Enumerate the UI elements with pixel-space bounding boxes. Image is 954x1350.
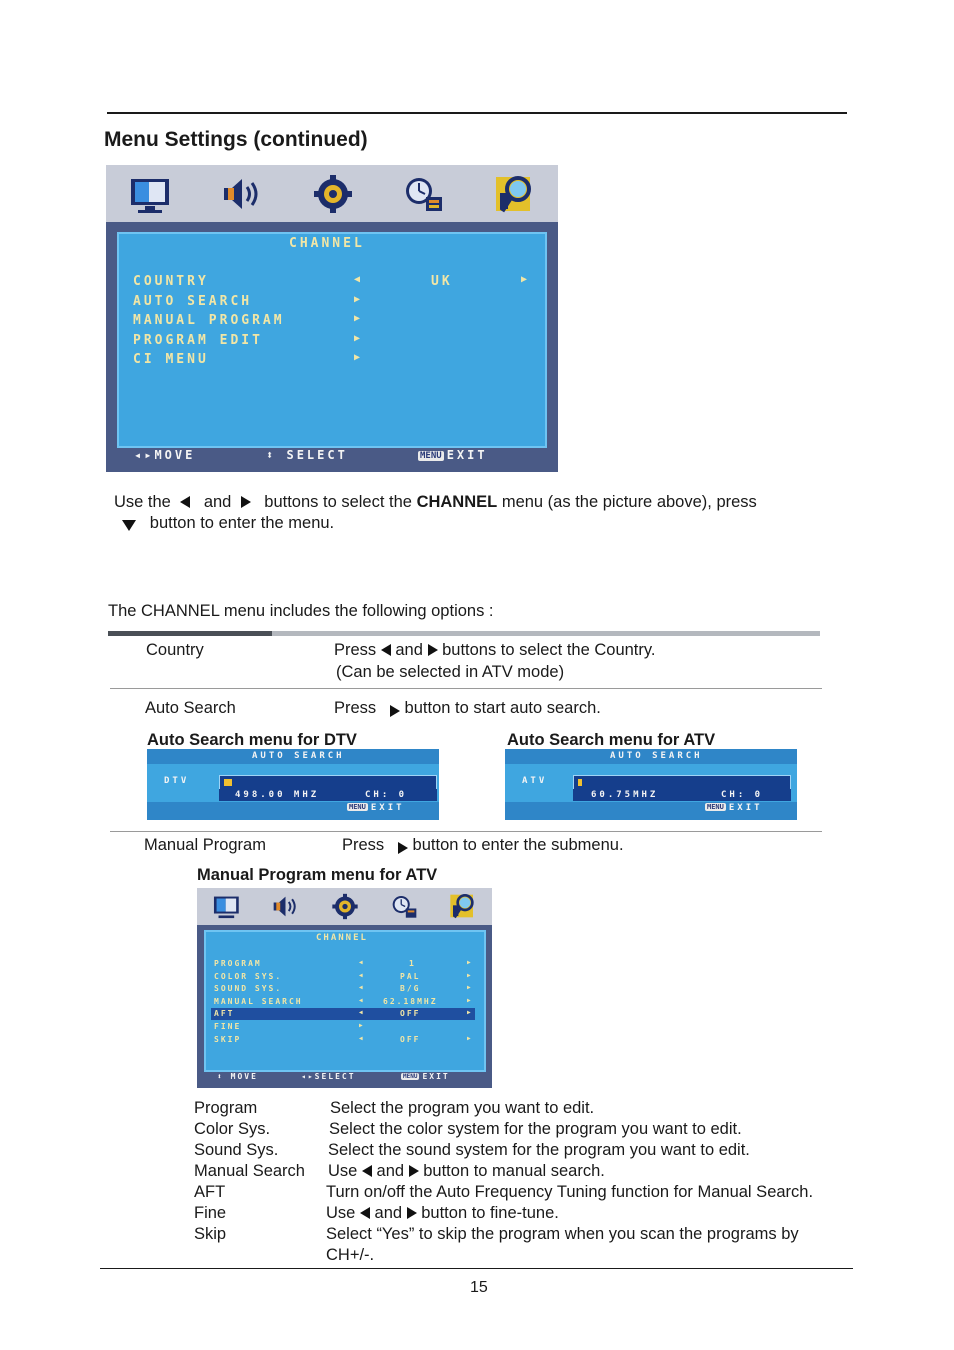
osd-menu-value: 1: [409, 959, 416, 968]
osd-left-arrow-icon: ◀: [359, 996, 366, 1004]
osd-footer-select: ◂▸SELECT: [301, 1072, 356, 1081]
right-arrow-icon: [241, 496, 251, 508]
atv-osd-ch: CH: 0: [721, 790, 764, 800]
bottom-rule: [100, 1268, 853, 1269]
osd-left-arrow-icon: ◀: [354, 274, 364, 285]
row-auto-search-name: Auto Search: [145, 699, 236, 717]
osd-right-arrow-icon: ▶: [467, 959, 474, 966]
right-arrow-icon: [409, 1165, 419, 1177]
osd-menu-item[interactable]: AUTO SEARCH: [133, 293, 253, 309]
definition-term: Program: [194, 1099, 258, 1117]
dtv-osd-mode: DTV: [164, 776, 190, 786]
row-manual-program-desc: Press button to enter the submenu.: [342, 836, 624, 854]
osd-footer-move: ⬍ MOVE: [217, 1072, 258, 1081]
definition-term: Sound Sys.: [194, 1141, 279, 1159]
osd-footer-select: ⬍ SELECT: [266, 448, 348, 462]
osd-right-arrow-icon: ▶: [467, 984, 474, 992]
osd-menu-item[interactable]: AFT: [214, 1009, 235, 1019]
intro-line-1: Use the and buttons to select the CHANNEL menu (as the picture above), press: [114, 493, 757, 511]
sound-icon: [271, 894, 300, 919]
intro-line-2: button to enter the menu.: [122, 513, 334, 533]
osd-menu-item[interactable]: SOUND SYS.: [214, 984, 283, 994]
definition-desc-cont: CH+/-.: [326, 1246, 375, 1264]
osd-menu-value: UK: [431, 274, 453, 289]
clock-icon: [402, 175, 446, 213]
right-arrow-icon: [428, 644, 438, 656]
osd-right-arrow-icon: ▶: [467, 971, 474, 979]
atv-auto-search-screenshot: [505, 749, 797, 820]
osd-menu-item[interactable]: CI MENU: [133, 352, 209, 367]
channel-menu-screenshot: [106, 165, 558, 472]
manual-program-screenshot: [197, 888, 492, 1088]
definition-desc: Use and button to fine-tune.: [326, 1204, 559, 1222]
clock-icon: [390, 894, 419, 919]
osd-menu-value: 62.18MHZ: [383, 996, 438, 1006]
osd-right-arrow-icon: ▶: [467, 1034, 474, 1042]
dtv-progress-track: [219, 775, 437, 790]
left-arrow-icon: [362, 1165, 372, 1177]
osd-menu-item[interactable]: SKIP: [214, 1034, 242, 1044]
osd-right-arrow-icon: ▶: [354, 352, 364, 363]
picture-icon: [128, 177, 174, 213]
atv-osd-mode: ATV: [522, 776, 548, 786]
osd-footer-exit: MENU EXIT: [420, 448, 488, 462]
down-arrow-icon: [122, 520, 136, 531]
sound-icon: [220, 175, 264, 213]
definition-term: AFT: [194, 1183, 226, 1201]
atv-osd-freq: 60.75MHZ: [591, 790, 659, 800]
osd-title: CHANNEL: [316, 933, 368, 943]
osd-menu-item[interactable]: COLOR SYS.: [214, 971, 283, 981]
right-arrow-icon: [407, 1207, 417, 1219]
atv-progress-fill: [578, 779, 582, 786]
osd-menu-value: PAL: [400, 971, 421, 981]
table-divider: [110, 831, 822, 832]
gear-icon: [312, 174, 354, 214]
dtv-osd-exit: MENU EXIT: [349, 803, 405, 813]
osd-title: CHANNEL: [289, 236, 365, 251]
osd-menu-item[interactable]: PROGRAM EDIT: [133, 332, 263, 348]
definition-term: Color Sys.: [194, 1120, 271, 1138]
osd-menu-item[interactable]: FINE: [214, 1022, 242, 1031]
channel-search-icon: [494, 173, 536, 215]
definition-desc: Select “Yes” to skip the program when you scan the programs by: [326, 1225, 799, 1243]
definition-term: Fine: [194, 1204, 227, 1222]
right-arrow-icon: [390, 705, 400, 717]
left-arrow-icon: [360, 1207, 370, 1219]
atv-label: Auto Search menu for ATV: [507, 731, 716, 749]
osd-right-arrow-icon: ▶: [521, 274, 531, 285]
osd-menu-value: OFF: [400, 1034, 421, 1044]
osd-left-arrow-icon: ◀: [359, 959, 366, 966]
definition-desc: Select the color system for the program you want to edit.: [329, 1120, 742, 1138]
atv-progress-track: [573, 775, 791, 790]
osd-menu-item[interactable]: MANUAL SEARCH: [214, 996, 303, 1006]
page-number: 15: [470, 1279, 488, 1296]
osd-right-arrow-icon: ▶: [467, 1009, 474, 1017]
osd-footer-exit: MENU EXIT: [403, 1072, 450, 1081]
table-divider: [110, 688, 822, 689]
manual-program-label: Manual Program menu for ATV: [197, 866, 438, 884]
osd-footer-move: ◂▸MOVE: [134, 448, 196, 462]
definition-desc: Use and button to manual search.: [328, 1162, 605, 1180]
osd-left-arrow-icon: ◀: [359, 1009, 366, 1017]
row-country-name: Country: [146, 641, 204, 659]
osd-left-arrow-icon: ◀: [359, 1034, 366, 1042]
dtv-label: Auto Search menu for DTV: [147, 731, 357, 749]
right-arrow-icon: [398, 842, 408, 854]
atv-osd-title: AUTO SEARCH: [610, 751, 703, 761]
definition-desc: Turn on/off the Auto Frequency Tuning function for Manual Search.: [326, 1183, 814, 1201]
osd-left-arrow-icon: ◀: [359, 984, 366, 992]
osd-menu-item[interactable]: COUNTRY: [133, 274, 209, 289]
gear-icon: [331, 893, 359, 920]
osd-left-arrow-icon: ◀: [359, 971, 366, 979]
osd-right-arrow-icon: ▶: [354, 332, 364, 344]
osd-highlight-bar: [211, 1008, 475, 1020]
osd-menu-item[interactable]: PROGRAM: [214, 959, 262, 968]
osd-right-arrow-icon: ▶: [359, 1022, 366, 1029]
atv-osd-exit: MENU EXIT: [707, 803, 763, 813]
osd-right-arrow-icon: ▶: [467, 996, 474, 1004]
row-auto-search-desc: Press button to start auto search.: [334, 699, 601, 717]
left-arrow-icon: [180, 496, 190, 508]
osd-right-arrow-icon: ▶: [354, 313, 364, 324]
top-rule: [107, 112, 847, 114]
includes-text: The CHANNEL menu includes the following options :: [108, 602, 494, 620]
dtv-osd-freq: 498.00 MHZ: [235, 790, 320, 800]
channel-search-icon: [449, 892, 477, 920]
osd-menu-item[interactable]: MANUAL PROGRAM: [133, 313, 285, 328]
dtv-progress-fill: [224, 779, 232, 786]
row-country-desc: Press and buttons to select the Country.: [334, 641, 656, 659]
dtv-osd-title: AUTO SEARCH: [252, 751, 345, 761]
left-arrow-icon: [381, 644, 391, 656]
dtv-auto-search-screenshot: [147, 749, 439, 820]
dtv-osd-ch: CH: 0: [365, 790, 408, 800]
osd-menu-value: OFF: [400, 1009, 421, 1019]
definition-term: Manual Search: [194, 1162, 305, 1180]
definition-desc: Select the sound system for the program you want to edit.: [328, 1141, 750, 1159]
row-manual-program-name: Manual Program: [144, 836, 266, 854]
picture-icon: [212, 895, 242, 919]
osd-right-arrow-icon: ▶: [354, 293, 364, 305]
row-country-note: (Can be selected in ATV mode): [336, 663, 565, 681]
definition-term: Skip: [194, 1225, 227, 1243]
osd-menu-value: B/G: [400, 984, 421, 994]
definition-desc: Select the program you want to edit.: [330, 1099, 595, 1117]
page-title: Menu Settings (continued): [104, 128, 368, 151]
